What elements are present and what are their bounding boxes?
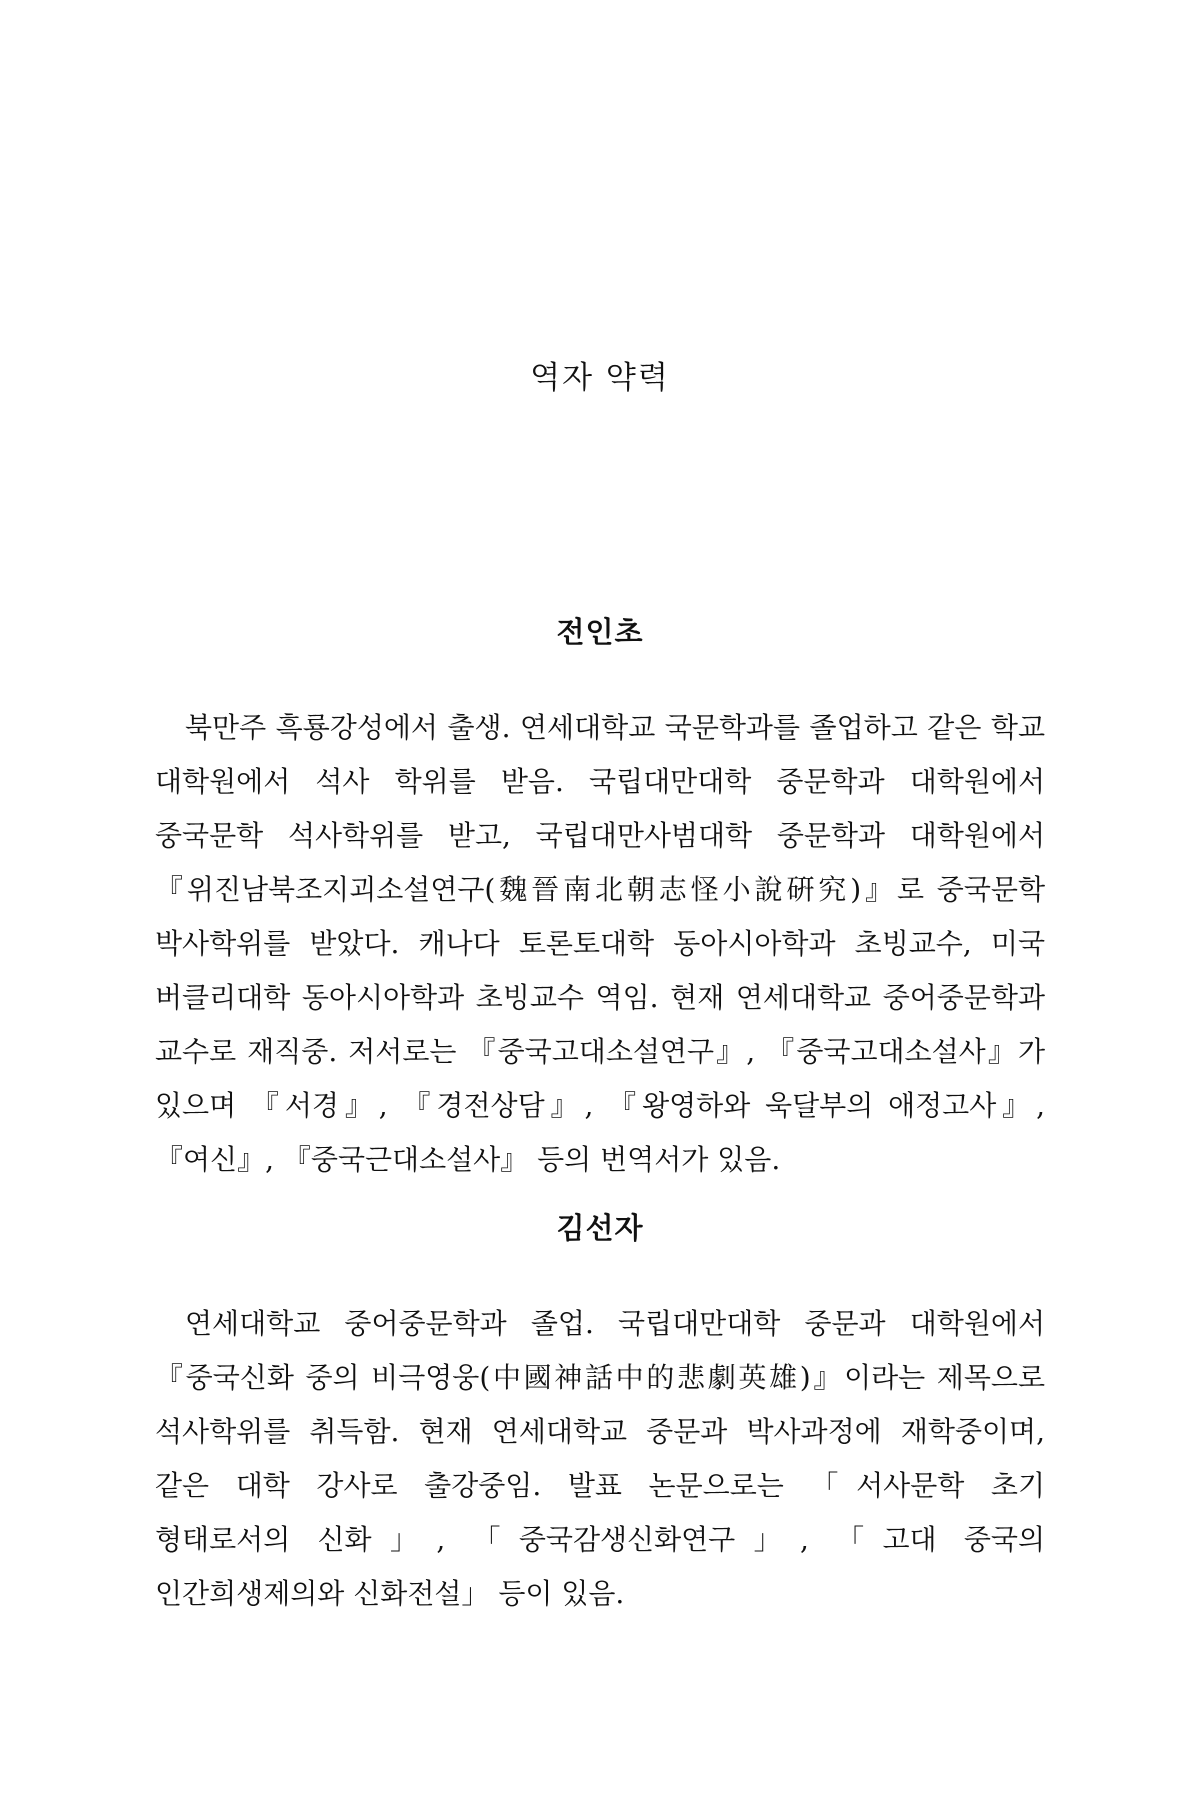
translator-name: 전인초	[556, 615, 644, 649]
page-title: 역자 약력	[530, 360, 670, 396]
translator-bio: 북만주 흑룡강성에서 출생. 연세대학교 국문학과를 졸업하고 같은 학교 대학원에서 석사 학위를 받음. 국립대만대학 중문학과 대학원에서 중국문학 석사학위를 받고, 국립대만사범대학 중문학과 대학원에서 『위진남북조지괴소설연구(魏晉南北朝志怪小說硏究)』로 중국문학 박사학위를 받았다. 캐나다 토론토대학 동아시아학과 초빙교수, 미국 버클리대학 동아시아학과 초빙교수 역임. 현재 연세대학교 중어중문학과 교수로 재직중. 저서로는 『중국고대소설연구』, 『중국고대소설사』가 있으며 『서경』, 『경전상담』, 『왕영하와 욱달부의 애정고사』, 『여신』, 『중국근대소설사』 등의 번역서가 있음.	[155, 711, 1045, 1176]
translator-name: 김선자	[556, 1211, 644, 1245]
translator-section-2	[155, 1206, 1045, 1621]
translator-bio: 연세대학교 중어중문학과 졸업. 국립대만대학 중문과 대학원에서 『중국신화 중의 비극영웅(中國神話中的悲劇英雄)』이라는 제목으로 석사학위를 취득함. 현재 연세대학교 중문과 박사과정에 재학중이며, 같은 대학 강사로 출강중임. 발표 논문으로는 「서사문학 초기 형태로서의 신화」, 「중국감생신화연구」, 「고대 중국의 인간희생제의와 신화전설」 등이 있음.	[155, 1307, 1045, 1610]
translator-section-1	[155, 610, 1045, 1187]
